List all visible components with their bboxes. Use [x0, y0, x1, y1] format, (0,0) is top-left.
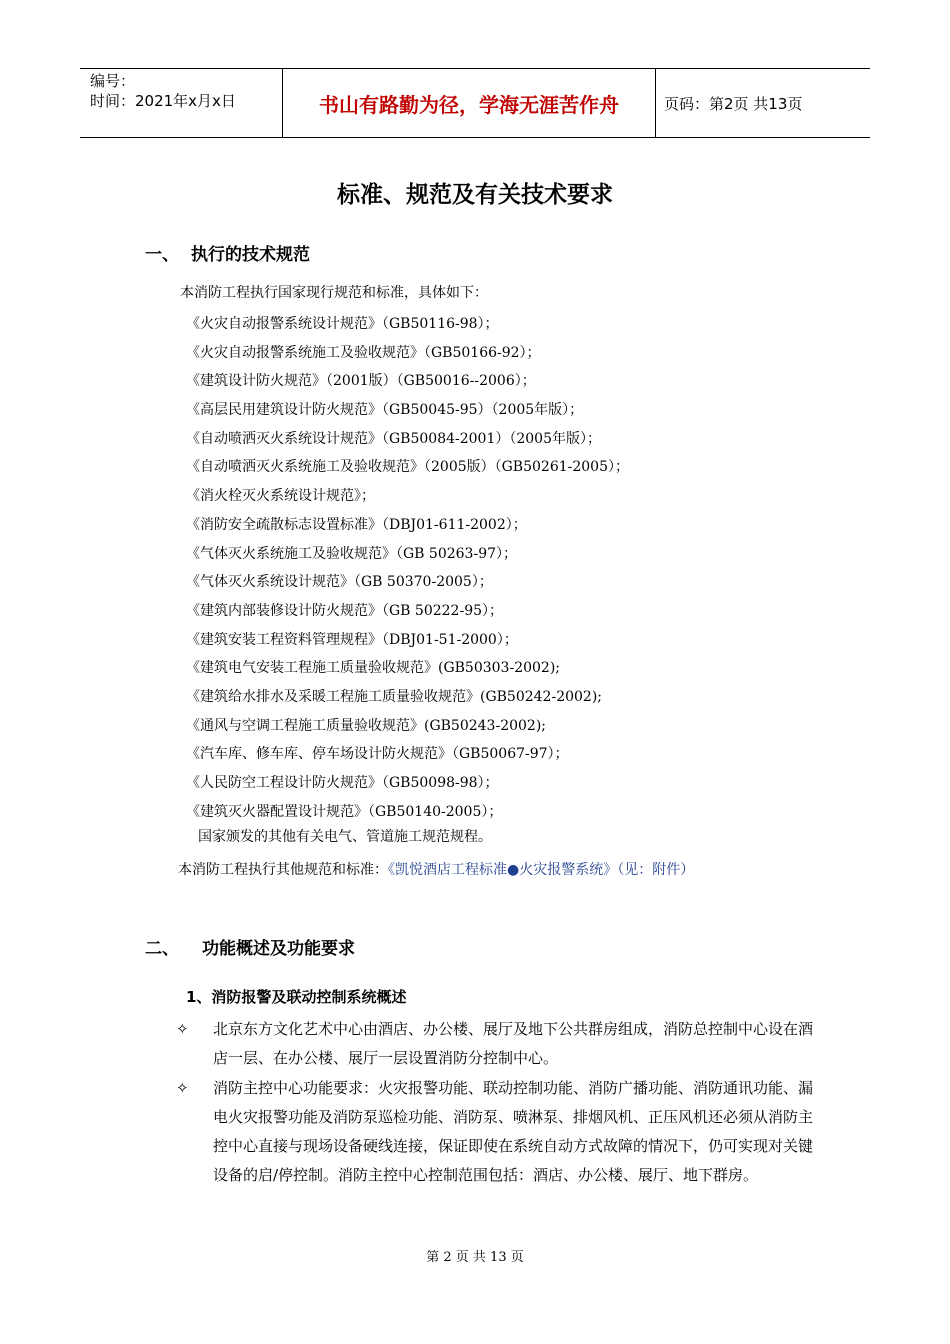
page-header	[80, 68, 870, 138]
header-number-label: 编号：	[90, 72, 136, 90]
section-1-intro: 本消防工程执行国家现行规范和标准，具体如下：	[180, 285, 488, 301]
standard-item: 《气体灭火系统施工及验收规范》（GB 50263-97）；	[186, 545, 518, 562]
bullet-item	[176, 1074, 816, 1190]
section-1-heading	[145, 240, 310, 265]
bullet-marker-icon: ✧	[176, 1079, 189, 1097]
standard-item: 《高层民用建筑设计防火规范》（GB50045-95）（2005年版）；	[186, 402, 584, 419]
standard-item: 《气体灭火系统设计规范》（GB 50370-2005）；	[186, 574, 493, 591]
standard-item: 《建筑设计防火规范》（2001版）（GB50016--2006）；	[186, 373, 536, 390]
document-title: 标准、规范及有关技术要求	[337, 182, 613, 208]
standard-item: 《火灾自动报警系统施工及验收规范》（GB50166-92）；	[186, 344, 541, 361]
standard-item: 《建筑内部装修设计防火规范》（GB 50222-95）；	[186, 602, 504, 619]
section-2-heading	[145, 934, 355, 959]
bullet-marker-icon: ✧	[176, 1020, 189, 1038]
standard-item: 《建筑安装工程资料管理规程》（DBJ01-51-2000）；	[186, 631, 518, 648]
standard-item: 《通风与空调工程施工质量验收规范》(GB50243-2002);	[186, 717, 547, 734]
bullet-item	[176, 1015, 816, 1073]
standard-item: 《自动喷洒灭火系统施工及验收规范》（2005版）（GB50261-2005）；	[186, 459, 629, 476]
standard-item: 《汽车库、修车库、停车场设计防火规范》（GB50067-97）；	[186, 746, 569, 763]
page-footer: 第 2 页 共 13 页	[426, 1250, 524, 1265]
standard-item: 《消火栓灭火系统设计规范》；	[186, 488, 375, 505]
section-2-number: 二、	[145, 939, 179, 959]
hotel-standard-reference: 《凯悦酒店工程标准●火灾报警系统》	[388, 862, 618, 878]
section-2-title: 功能概述及功能要求	[202, 939, 355, 959]
header-page-info: 页码：第2页 共13页	[664, 94, 803, 113]
header-date: 时间：2021年x月x日	[90, 92, 236, 110]
attachment-reference: （见：附件）	[617, 862, 695, 878]
standard-item: 《自动喷洒灭火系统设计规范》（GB50084-2001）（2005年版）；	[186, 430, 601, 447]
section-1-title: 执行的技术规范	[191, 245, 310, 265]
standard-item: 《建筑灭火器配置设计规范》（GB50140-2005）；	[186, 803, 503, 820]
standard-item: 《火灾自动报警系统设计规范》（GB50116-98）；	[186, 316, 499, 332]
additional-standards-paragraph	[145, 856, 810, 884]
header-meta	[90, 71, 280, 111]
standard-item: 《建筑电气安装工程施工质量验收规范》(GB50303-2002);	[186, 660, 561, 677]
bullet-text: 北京东方文化艺术中心由酒店、办公楼、展厅及地下公共群房组成，消防总控制中心设在酒店一层、在办公楼、展厅一层设置消防分控制中心。	[213, 1020, 814, 1067]
header-motto: 书山有路勤为径，学海无涯苦作舟	[282, 69, 656, 137]
bullet-text: 消防主控中心功能要求：火灾报警功能、联动控制功能、消防广播功能、消防通讯功能、漏电火灾报警功能及消防泵巡检功能、消防泵、喷淋泵、排烟风机、正压风机还必须从消防主控中心直接与现场设备硬线连接，保证即使在系统自动方式故障的情况下，仍可实现对关键设备的启/停控制。消防主控中心控制范围包括：酒店、办公楼、展厅、地下群房。	[213, 1079, 814, 1184]
standard-item: 《人民防空工程设计防火规范》（GB50098-98）；	[186, 775, 499, 791]
standard-item: 《消防安全疏散标志设置标准》（DBJ01-611-2002）；	[186, 516, 527, 533]
standards-list	[186, 310, 629, 826]
standard-item: 《建筑给水排水及采暖工程施工质量验收规范》(GB50242-2002);	[186, 688, 603, 705]
section-1-number: 一、	[145, 245, 179, 265]
other-standards-note: 国家颁发的其他有关电气、管道施工规范规程。	[198, 829, 492, 845]
subsection-heading: 1、消防报警及联动控制系统概述	[186, 988, 407, 1006]
additional-standards-prefix: 本消防工程执行其他规范和标准：	[178, 862, 388, 878]
